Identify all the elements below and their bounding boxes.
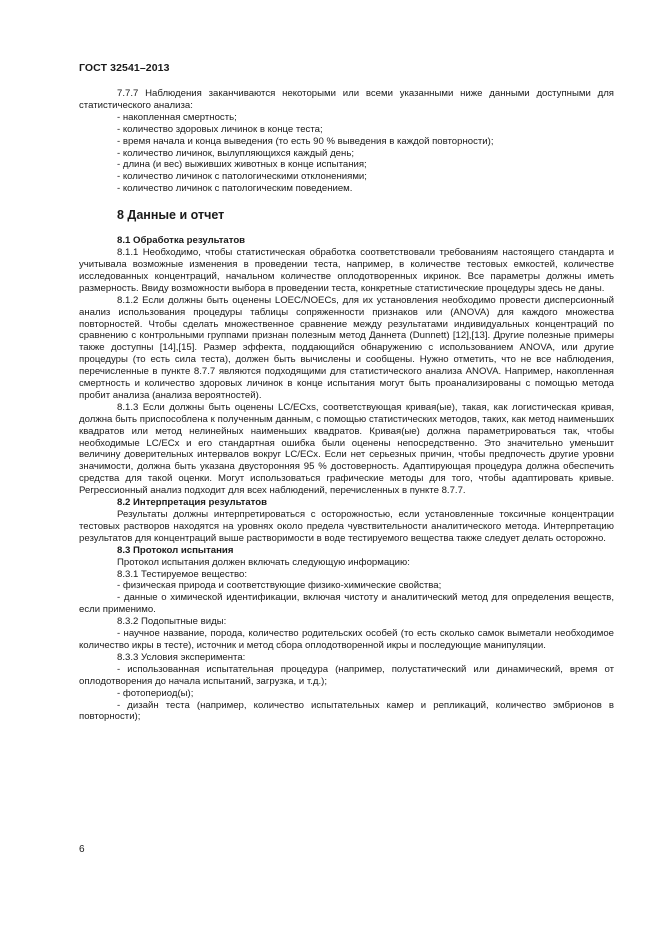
paragraph-8-3-3: 8.3.3 Условия эксперимента: xyxy=(117,651,246,663)
document-body xyxy=(79,88,614,723)
section-8-2-heading: 8.2 Интерпретация результатов xyxy=(117,497,267,509)
list-item: - количество здоровых личинок в конце теста; xyxy=(117,123,323,135)
intro-paragraph: 7.7.7 Наблюдения заканчиваются некоторыми или всеми указанными ниже данными доступными для статистического анализа: xyxy=(79,88,614,111)
paragraph-8-1-1: 8.1.1 Необходимо, чтобы статистическая обработка соответствовали требованиям настоящего стандарта и учитывала возможные изменения в проведении теста, например, в количестве тестовых емкостей, количестве исследованных концентраций, начальном количестве оплодотворенных икринок. Все параметры должны иметь размерность. Ввиду возможности выбора в проведении теста, конкретные статистические процедуры здесь не даны. xyxy=(79,247,614,294)
paragraph-8-3: Протокол испытания должен включать следующую информацию: xyxy=(117,556,410,568)
list-item: - длина (и вес) выживших животных в конце испытания; xyxy=(117,159,367,171)
paragraph-8-2: Результаты должны интерпретироваться с осторожностью, если установленные токсичные концентрации тестовых растворов находятся на уровнях около предела чувствительности аналитического метода. Интерпретацию результатов для концентраций выше растворимости в воде тестируемого вещества также следует делать осторожно. xyxy=(79,509,614,544)
list-item: - время начала и конца выведения (то есть 90 % выведения в каждой повторности); xyxy=(117,135,494,147)
list-item: - количество личинок с патологическими отклонениями; xyxy=(117,171,367,183)
page-number: 6 xyxy=(79,844,85,855)
list-item: - количество личинок с патологическим поведением. xyxy=(117,183,353,195)
paragraph-8-3-1: 8.3.1 Тестируемое вещество: xyxy=(117,568,248,580)
paragraph-8-1-2: 8.1.2 Если должны быть оценены LOEC/NOECs, для их установления необходимо провести дисперсионный анализ использования процедуры таблицы сопряженности признаков или (ANOVA) для каждого множества повторностей. Чтобы сделать множественное сравнение между результатами индивидуальных концентраций по сравнению с контрольными группами признан полезным метод Даннета (Dunnett) [12],[13]. Другие полезные примеры также доступны [14],[15]. Размер эффекта, поддающийся обнаружению с использованием ANOVA, или другие процедуры (то есть сила теста), должен быть вычислены и сообщены. Нужно отметить, что не все наблюдения, перечисленные в пункте 8.7.7 являются подходящими для статистического анализа ANOVA. Например, накопленная смертность и количество здоровых личинок в конце испытания могут быть проанализированы с помощью метода пробит анализа (анализа вероятностей). xyxy=(79,294,614,401)
list-item: - данные о химической идентификации, включая чистоту и аналитический метод для определения веществ, если применимо. xyxy=(79,592,614,616)
section-8-heading: 8 Данные и отчет xyxy=(117,208,225,223)
list-item: - использованная испытательная процедура (например, полустатический или динамический, время от оплодотворения до начала испытаний, загрузка, и т.д.); xyxy=(79,663,614,687)
section-8-1-heading: 8.1 Обработка результатов xyxy=(117,235,246,247)
paragraph-8-3-2: 8.3.2 Подопытные виды: xyxy=(117,616,227,628)
list-item: - дизайн теста (например, количество испытательных камер и репликаций, количество эмбрионов в повторности); xyxy=(79,699,614,723)
paragraph-8-1-3: 8.1.3 Если должны быть оценены LC/ECxs, соответствующая кривая(ые), такая, как логистическая кривая, должна быть приспособлена к полученным данным, с помощью статистических методов, таких, как метод наименьших квадратов или метод нелинейных наименьших квадратов. Кривая(ые) должна параметрироваться так, чтобы необходимые LC/ECx и его стандартная ошибка были оценены непосредственно. Это значительно уменьшит величину доверительных интервалов вокруг LC/ECx. Если нет серьезных причин, чтобы предпочесть другие уровни значимости, должна быть указана двусторонняя 95 % достоверность. Адаптирующая процедура должна обеспечить средства для такой оценки. Могут использоваться графические методы для того, чтобы адаптировать кривые. Регрессионный анализ подходит для всех наблюдений, перечисленных в пункте 8.7.7. xyxy=(79,401,614,497)
list-item: - физическая природа и соответствующие физико-химические свойства; xyxy=(117,580,442,592)
observations-list xyxy=(79,112,614,195)
list-item: - фотопериод(ы); xyxy=(117,687,194,699)
list-item: - научное название, порода, количество родительских особей (то есть сколько самок выметали необходимое количество икры в тесте), источник и метод сбора оплодотворенной икры и последующие манипуляции. xyxy=(79,628,614,651)
page-header-title: ГОСТ 32541–2013 xyxy=(79,62,170,74)
list-item: - накопленная смертность; xyxy=(117,111,237,123)
section-8-3-heading: 8.3 Протокол испытания xyxy=(117,544,234,556)
list-item: - количество личинок, вылупляющихся каждый день; xyxy=(117,147,354,159)
